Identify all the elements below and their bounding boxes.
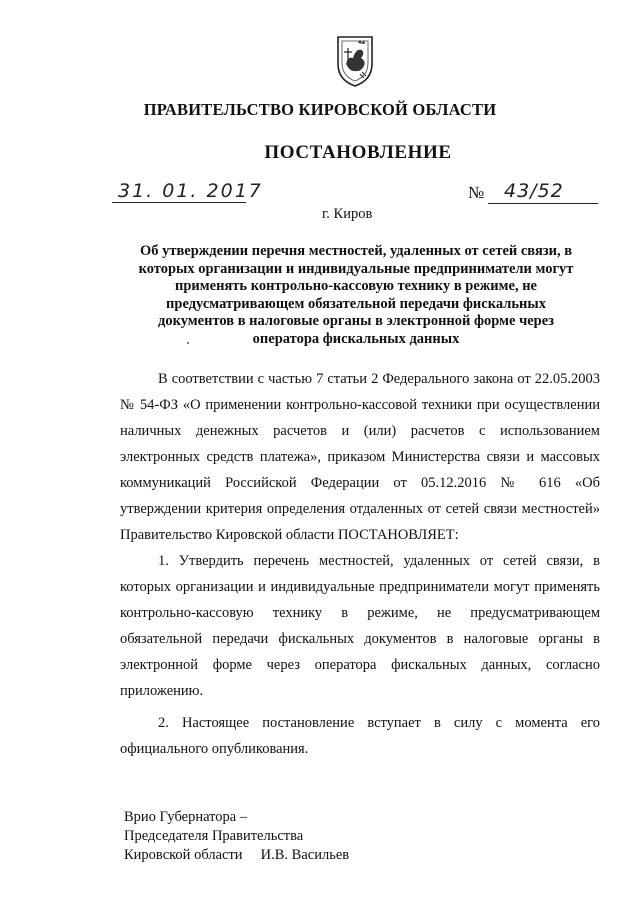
number-label: № (468, 183, 485, 202)
document-type: ПОСТАНОВЛЕНИЕ (264, 142, 452, 163)
item-2-paragraph: 2. Настоящее постановление вступает в силу с момента его официального опубликования. (120, 715, 600, 757)
document-date: 31. 01. 2017 (118, 180, 263, 202)
preamble-paragraph: В соответствии с частью 7 статьи 2 Федерального закона от 22.05.2003 № 54-ФЗ «О применении контрольно-кассовой техники при осуществлении наличных денежных расчетов и (или) расчетов с использованием электронных средств платежа», приказом Министерства связи и массовых коммуникаций Российской Федерации от 05.12.2016 № 616 «Об утверждении критерия определения отдаленных от сетей связи местностей» Правительство Кировской области ПОСТАНОВЛЯЕТ: (120, 371, 600, 543)
date-underline (112, 202, 246, 203)
document-number: 43/52 (504, 180, 564, 202)
signature-line-3: Кировской области И.В. Васильев (124, 847, 350, 863)
signature-line-1: Врио Губернатора – (124, 809, 248, 825)
kirov-oblast-coat-of-arms-icon (334, 34, 376, 88)
signature-line-2: Председателя Правительства (124, 828, 304, 844)
signature-block (124, 808, 349, 865)
government-name: ПРАВИТЕЛЬСТВО КИРОВСКОЙ ОБЛАСТИ (143, 100, 497, 119)
number-underline (488, 203, 598, 204)
city: г. Киров (322, 206, 373, 222)
scan-dot (187, 342, 189, 344)
document-title: Об утверждении перечня местностей, удаленных от сетей связи, в которых организации и индивидуальные предприниматели могут применять контрольно-кассовую технику в режиме, не предусматривающем обязательной передачи фискальных документов в налоговые органы в электронной форме через оператора фискальных данных (138, 243, 574, 347)
item-1-paragraph: 1. Утвердить перечень местностей, удаленных от сетей связи, в которых организации и индивидуальные предприниматели могут применять контрольно-кассовую технику в режиме, не предусматривающем обязательной передачи фискальных документов в налоговые органы в электронной форме через оператора фискальных данных, согласно приложению. (120, 553, 600, 699)
